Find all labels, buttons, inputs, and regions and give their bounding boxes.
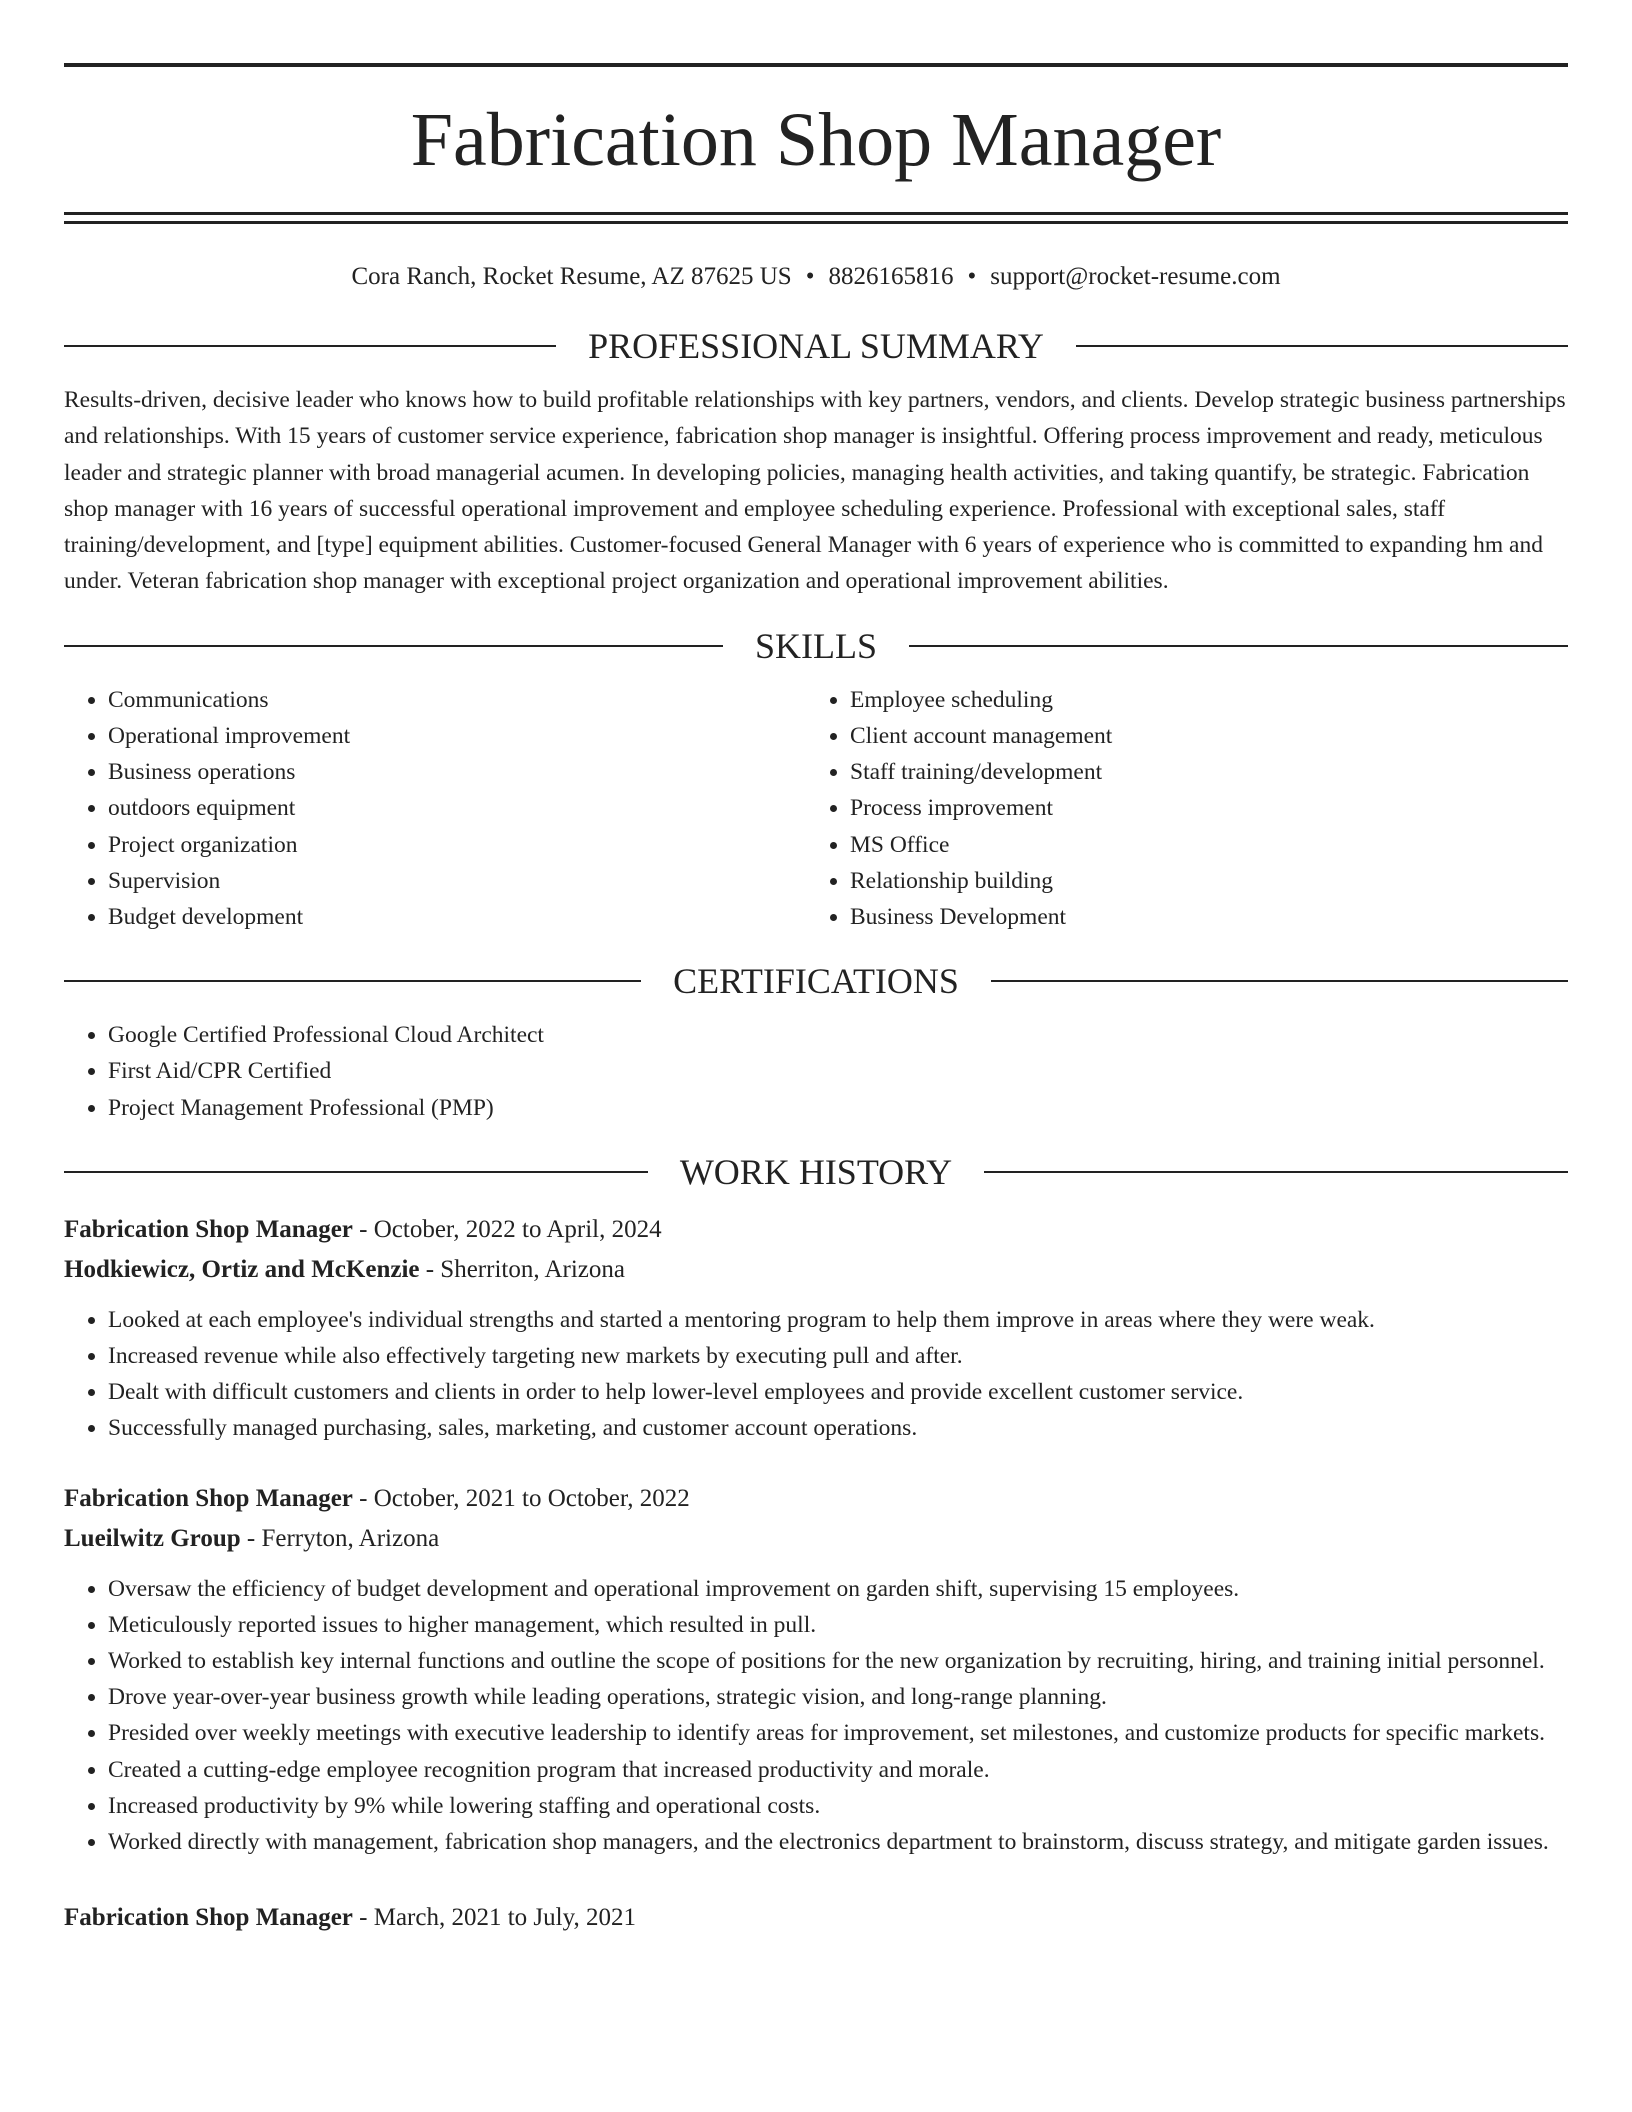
heading-rule-right (984, 1171, 1568, 1173)
job-entry (64, 1210, 1568, 1447)
job-bullet: • Created a cutting-edge employee recognition program that increased productivity and morale. (108, 1752, 1568, 1788)
job-bullet: • Worked directly with management, fabrication shop managers, and the electronics department to brainstorm, discuss strategy, and mitigate garden issues. (108, 1824, 1568, 1860)
skill-item: • Communications (108, 682, 806, 718)
skill-item: • MS Office (850, 827, 1548, 863)
skills-list-right (806, 682, 1548, 935)
job-title-line (64, 1210, 1568, 1250)
job-dates: - October, 2021 to October, 2022 (352, 1484, 690, 1512)
job-bullets (64, 1571, 1568, 1861)
job-bullet: • Looked at each employee's individual strengths and started a mentoring program to help them improve in areas where they were weak. (108, 1302, 1568, 1338)
skill-item: • Process improvement (850, 790, 1548, 826)
heading-rule-left (64, 345, 556, 347)
skills-grid (64, 682, 1568, 935)
job-title: Fabrication Shop Manager (64, 1215, 353, 1243)
skill-item: • Employee scheduling (850, 682, 1548, 718)
job-company-line (64, 1519, 1568, 1559)
contact-email[interactable]: support@rocket-resume.com (990, 263, 1281, 290)
job-dates: - October, 2022 to April, 2024 (352, 1215, 662, 1243)
page-title: Fabrication Shop Manager (410, 98, 1222, 182)
job-entry (64, 1479, 1568, 1861)
resume-page (64, 0, 1568, 1938)
job-location: - Ferryton, Arizona (240, 1524, 440, 1552)
job-company-line (64, 1250, 1568, 1290)
job-bullet: • Oversaw the efficiency of budget development and operational improvement on garden shift, supervising 15 employees. (108, 1571, 1568, 1607)
title-rule-1 (64, 212, 1568, 215)
skill-item: • outdoors equipment (108, 790, 806, 826)
skills-column-right (806, 682, 1548, 935)
job-bullets (64, 1302, 1568, 1447)
job-bullet: • Worked to establish key internal functions and outline the scope of positions for the new organization by recruiting, hiring, and training initial personnel. (108, 1643, 1568, 1679)
certifications-heading (64, 959, 1568, 1003)
work-heading-label: WORK HISTORY (679, 1151, 953, 1192)
skill-item: • Budget development (108, 899, 806, 935)
contact-line (64, 260, 1568, 294)
job-company: Lueilwitz Group (64, 1524, 241, 1552)
skill-item: • Operational improvement (108, 718, 806, 754)
job-title-line (64, 1898, 1568, 1938)
certification-item: • Google Certified Professional Cloud Architect (108, 1017, 1568, 1053)
job-bullet: • Drove year-over-year business growth while leading operations, strategic vision, and long-range planning. (108, 1679, 1568, 1715)
heading-rule-left (64, 645, 723, 647)
title-block (64, 63, 1568, 224)
contact-phone: 8826165816 (828, 263, 954, 290)
job-bullet: • Meticulously reported issues to higher management, which resulted in pull. (108, 1607, 1568, 1643)
contact-separator: • (967, 263, 977, 290)
certifications-heading-label: CERTIFICATIONS (673, 961, 959, 1002)
skill-item: • Relationship building (850, 863, 1548, 899)
job-bullet: • Increased productivity by 9% while lowering staffing and operational costs. (108, 1788, 1568, 1824)
heading-rule-right (991, 980, 1568, 982)
job-bullet: • Presided over weekly meetings with executive leadership to identify areas for improvement, set milestones, and customize products for specific markets. (108, 1715, 1568, 1751)
skills-column-left (64, 682, 806, 935)
job-title: Fabrication Shop Manager (64, 1904, 353, 1932)
summary-heading (64, 324, 1568, 368)
work-heading (64, 1150, 1568, 1194)
skill-item: • Business operations (108, 754, 806, 790)
skills-heading-label: SKILLS (755, 625, 878, 666)
skill-item: • Project organization (108, 827, 806, 863)
job-entry (64, 1898, 1568, 1938)
job-location: - Sherriton, Arizona (419, 1255, 625, 1283)
title-rule-2 (64, 221, 1568, 224)
job-bullet: • Increased revenue while also effectively targeting new markets by executing pull and after. (108, 1338, 1568, 1374)
skills-list-left (64, 682, 806, 935)
certification-item: • Project Management Professional (PMP) (108, 1090, 1568, 1126)
job-title-line (64, 1479, 1568, 1519)
heading-rule-right (909, 645, 1568, 647)
job-bullet: • Successfully managed purchasing, sales, marketing, and customer account operations. (108, 1410, 1568, 1446)
contact-address: Cora Ranch, Rocket Resume, AZ 87625 US (351, 263, 792, 290)
certifications-list (64, 1017, 1568, 1126)
job-title: Fabrication Shop Manager (64, 1484, 353, 1512)
skill-item: • Client account management (850, 718, 1548, 754)
skill-item: • Business Development (850, 899, 1548, 935)
contact-separator: • (805, 263, 815, 290)
heading-rule-left (64, 980, 641, 982)
skill-item: • Supervision (108, 863, 806, 899)
heading-rule-left (64, 1171, 648, 1173)
summary-text: Results-driven, decisive leader who knows how to build profitable relationships with key partners, vendors, and clients. Develop strategic business partnerships and relationships. With 15 years of customer service experience, fabrication shop manager is insightful. Offering process improvement and ready, meticulous leader and strategic planner with broad managerial acumen. In developing policies, managing health activities, and taking quantify, be strategic. Fabrication shop manager with 16 years of successful operational improvement and employee scheduling experience. Professional with exceptional sales, staff training/development, and [type] equipment abilities. Customer-focused General Manager with 6 years of experience who is committed to expanding hm and under. Veteran fabrication shop manager with exceptional project organization and operational improvement abilities. (64, 387, 1566, 595)
heading-rule-right (1076, 345, 1568, 347)
skills-heading (64, 624, 1568, 668)
job-dates: - March, 2021 to July, 2021 (352, 1904, 636, 1932)
job-company: Hodkiewicz, Ortiz and McKenzie (64, 1255, 420, 1283)
summary-heading-label: PROFESSIONAL SUMMARY (588, 326, 1044, 366)
certification-item: • First Aid/CPR Certified (108, 1053, 1568, 1089)
skill-item: • Staff training/development (850, 754, 1548, 790)
job-bullet: • Dealt with difficult customers and clients in order to help lower-level employees and provide excellent customer service. (108, 1374, 1568, 1410)
top-rule (64, 63, 1568, 67)
